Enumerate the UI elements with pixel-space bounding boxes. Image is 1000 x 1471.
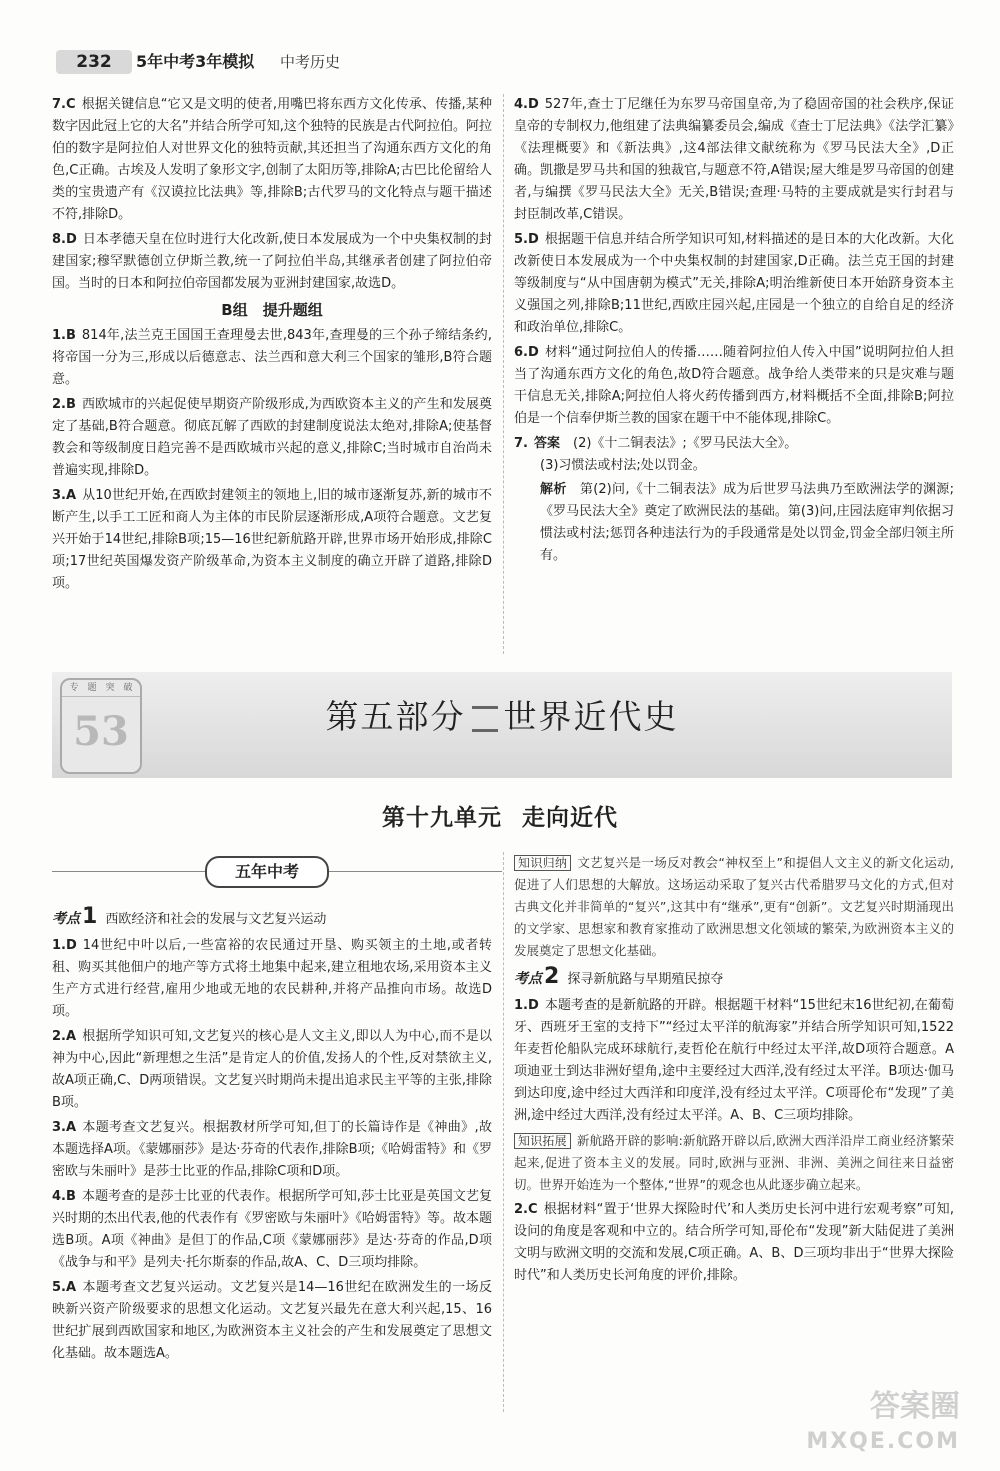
answer-item: 2.B 西欧城市的兴起促使早期资产阶级形成,为西欧资本主义的产生和发展奠定了基础,B符合题意。彻底瓦解了西欧的封建制度说法太绝对,排除A;使基督教会和等级制度日趋完善不是西欧城市兴起的意义,排除C;当时城市自治尚未普遍实现,排除D。 xyxy=(52,397,492,478)
column-divider xyxy=(503,852,504,1412)
knowledge-extension: 知识拓展 新航路开辟的影响:新航路开辟以后,欧洲大西洋沿岸工商业经济繁荣起来,促进了资本主义的发展。同时,欧洲与亚洲、非洲、美洲之间往来日益密切。世界开始连为一个整体,“世界”的观念也从此逐步确立起来。 xyxy=(514,1133,954,1192)
answer-item: 5.A 本题考查文艺复兴运动。文艺复兴是14—16世纪在欧洲发生的一场反映新兴资产阶级要求的思想文化运动。文艺复兴最先在意大利兴起,15、16世纪扩展到西欧国家和地区,为欧洲资本主义社会的产生和发展奠定了思想文化基础。故本题选A。 xyxy=(52,1280,492,1361)
answer-item: 7. 答案 (2)《十二铜表法》;《罗马民法大全》。 xyxy=(514,436,798,451)
topic-badge: 专 题 突 破 53 xyxy=(60,678,142,774)
top-right-column xyxy=(514,94,954,570)
answer-item: 4.D 527年,查士丁尼继任为东罗马帝国皇帝,为了稳固帝国的社会秩序,保证皇帝的专制权力,他组建了法典编纂委员会,编成《查士丁尼法典》《法学汇纂》《法理概要》和《新法典》,这4部法律文献统称为《罗马民法大全》,D正确。凯撒是罗马共和国的独裁官,与题意不符,A错误;屋大维是罗马帝国的创建者,与编撰《罗马民法大全》无关,B错误;查理·马特的主要成就是实行封君与封臣制改革,C错误。 xyxy=(514,97,954,222)
page-number: 232 xyxy=(56,50,132,74)
subject-label: 中考历史 xyxy=(280,53,341,71)
answer-item: 7.C 根据关键信息“它又是文明的使者,用嘴巴将东西方文化传承、传播,某种数字因此冠上它的大名”并结合所学可知,这个独特的民族是古代阿拉伯。阿拉伯的数字是阿拉伯人对世界文化的独特贡献,其还担当了沟通东西方文化的角色,C正确。古埃及人发明了象形文字,创制了太阳历等,排除A;古巴比伦留给人类的宝贵遗产有《汉谟拉比法典》等,排除B;古代罗马的文化特点与题干描述不符,排除D。 xyxy=(52,97,492,222)
page-header xyxy=(40,50,960,78)
book-title: 5年中考3年模拟 xyxy=(136,52,255,71)
answer-item: 1.B 814年,法兰克王国国王查理曼去世,843年,查理曼的三个孙子缔结条约,将帝国一分为三,形成以后德意志、法兰西和意大利三个国家的雏形,B符合题意。 xyxy=(52,328,492,387)
answer-sub: (3)习惯法或村法;处以罚金。 xyxy=(540,458,706,473)
answer-item: 1.D 14世纪中叶以后,一些富裕的农民通过开垦、购买领主的土地,或者转租、购买其他佃户的地产等方式将土地集中起来,建立租地农场,采用资本主义生产方式进行经营,雇用少地或无地的农民耕种,并将产品推向市场。故选D项。 xyxy=(52,938,492,1019)
answer-item: 1.D 本题考查的是新航路的开辟。根据题干材料“15世纪末16世纪初,在葡萄牙、西班牙王室的支持下”“经过太平洋的航海家”并结合所学知识可知,1522年麦哲伦船队完成环球航行,麦哲伦在航行中经过太平洋,故D项符合题意。A项迪亚士到达非洲好望角,途中主要经过大西洋,没有经过太平洋。B项达·伽马到达印度,途中经过大西洋和印度洋,没有经过太平洋。C项哥伦布“发现”了美洲,途中经过大西洋,没有经过太平洋。A、B、C三项均排除。 xyxy=(514,998,954,1123)
bottom-right-column xyxy=(514,852,954,1290)
point-heading: 考点1 西欧经济和社会的发展与文艺复兴运动 xyxy=(52,904,327,929)
section-tab: 五年中考 xyxy=(205,856,329,888)
answer-item: 5.D 根据题干信息并结合所学知识可知,材料描述的是日本的大化改新。大化改新使日本发展成为一个中央集权制的封建国家,D正确。法兰克王国的封建等级制度与“从中国唐朝为模式”无关,排除A;明治维新使日本开始跻身资本主义强国之列,排除B;11世纪,西欧庄园兴起,庄园是一个独立的自给自足的经济和政治单位,排除C。 xyxy=(514,232,954,335)
answer-item: 3.A 本题考查文艺复兴。根据教材所学可知,但丁的长篇诗作是《神曲》,故本题选择A项。《蒙娜丽莎》是达·芬奇的代表作,排除B项;《哈姆雷特》和《罗密欧与朱丽叶》是莎士比亚的作品,排除C项和D项。 xyxy=(52,1120,492,1179)
bottom-left-column xyxy=(52,902,492,1368)
answer-item: 6.D 材料“通过阿拉伯人的传播……随着阿拉伯人传入中国”说明阿拉伯人担当了沟通东西方文化的角色,故D符合题意。战争给人类带来的只是灾难与题干信息无关,排除A;阿拉伯人将火药传播到西方,材料概括不全面,排除B;阿拉伯是一个信奉伊斯兰教的国家在题干中不能体现,排除C。 xyxy=(514,345,954,426)
answer-item: 3.A 从10世纪开始,在西欧封建领主的领地上,旧的城市逐渐复苏,新的城市不断产生,以手工工匠和商人为主体的市民阶层逐渐形成,A项符合题意。文艺复兴开始于14世纪,排除B项;15—16世纪新航路开辟,世界市场开始形成,排除C项;17世纪英国爆发资产阶级革命,为资本主义制度的确立开辟了道路,排除D项。 xyxy=(52,488,492,591)
point-heading: 考点2 探寻新航路与早期殖民掠夺 xyxy=(514,964,724,989)
site-watermark: 答案圈 MXQE.COM xyxy=(806,1389,960,1454)
answer-item: 2.C 根据材料“置于‘世界大探险时代’和人类历史长河中进行宏观考察”可知,设问的角度是客观和中立的。结合所学可知,哥伦布“发现”新大陆促进了美洲文明与欧洲文明的交流和发展,C项正确。A、B、D三项均非出于“世界大探险时代”和人类历史长河角度的评价,排除。 xyxy=(514,1202,954,1283)
answer-item: 4.B 本题考查的是莎士比亚的代表作。根据所学可知,莎士比亚是英国文艺复兴时期的杰出代表,他的代表作有《罗密欧与朱丽叶》《哈姆雷特》等。故本题选B项。A项《神曲》是但丁的作品,C项《蒙娜丽莎》是达·芬奇的作品,D项《战争与和平》是列夫·托尔斯泰的作品,故A、C、D三项均排除。 xyxy=(52,1189,492,1270)
title-separator xyxy=(472,706,498,732)
part-banner xyxy=(52,672,952,778)
column-divider xyxy=(503,94,504,654)
analysis: 解析 第(2)问,《十二铜表法》成为后世罗马法典乃至欧洲法学的渊源;《罗马民法大全》奠定了欧洲民法的基础。第(3)问,庄园法庭审判依据习惯法或村法;惩罚各种违法行为的手段通常是处以罚金,罚金全部归领主所有。 xyxy=(540,482,954,563)
top-left-column xyxy=(52,94,492,598)
part-title: 第五部分 世界近代史 xyxy=(325,697,679,736)
answer-item: 8.D 日本孝德天皇在位时进行大化改新,使日本发展成为一个中央集权制的封建国家;穆罕默德创立伊斯兰教,统一了阿拉伯半岛,其继承者创建了阿拉伯帝国。当时的日本和阿拉伯帝国都发展为亚洲封建国家,故选D。 xyxy=(52,232,492,291)
answer-item: 2.A 根据所学知识可知,文艺复兴的核心是人文主义,即以人为中心,而不是以神为中心,因此“新理想之生活”是肯定人的价值,发扬人的个性,反对禁欲主义,故A项正确,C、D两项错误。文艺复兴时期尚未提出追求民主平等的主张,排除B项。 xyxy=(52,1029,492,1110)
group-b-title: B组 提升题组 xyxy=(221,301,323,319)
unit-title: 第十九单元 走向近代 xyxy=(382,805,618,831)
knowledge-summary: 知识归纳 文艺复兴是一场反对教会“神权至上”和提倡人文主义的新文化运动,促进了人们思想的大解放。这场运动采取了复兴古代希腊罗马文化的方式,但对古典文化并非简单的“复兴”,这其中有“继承”,更有“创新”。文艺复兴时期涌现出的文学家、思想家和教育家推动了欧洲思想文化领域的繁荣,为欧洲资本主义的发展奠定了思想文化基础。 xyxy=(514,855,954,958)
